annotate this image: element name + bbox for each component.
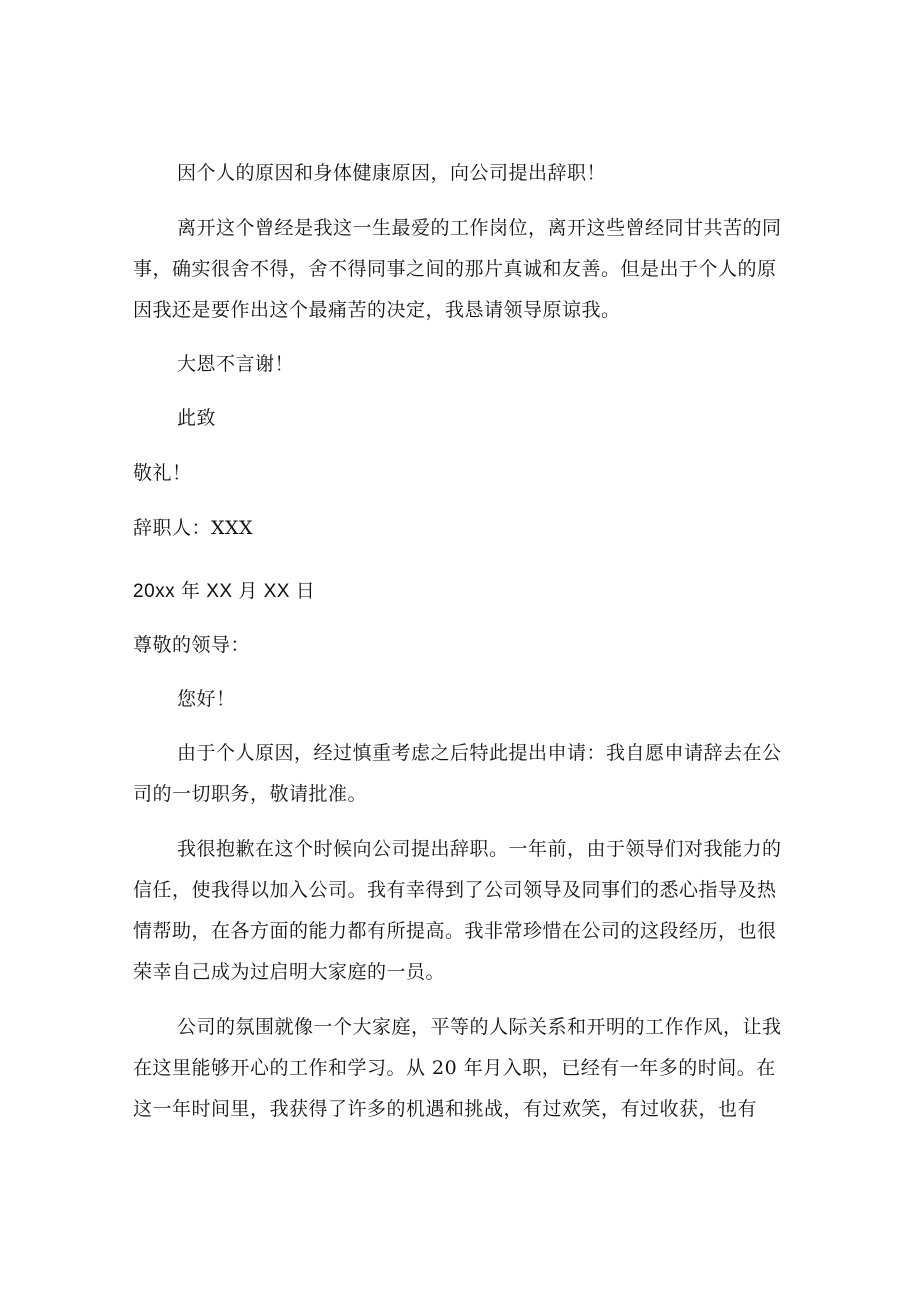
paragraph-request-line-1: 由于个人原因，经过慎重考虑之后特此提出申请：我自愿申请辞去在公: [177, 742, 782, 764]
paragraph-atmosphere-line-3: 这一年时间里，我获得了许多的机遇和挑战，有过欢笑，有过收获，也有: [133, 1098, 758, 1120]
thanks-line: 大恩不言谢！: [177, 353, 295, 375]
paragraph-apology-line-4: 荣幸自己成为过启明大家庭的一员。: [133, 961, 446, 983]
salute-line: 敬礼！: [133, 462, 192, 484]
paragraph-atmosphere-line-1: 公司的氛围就像一个大家庭，平等的人际关系和开明的工作作风，让我: [177, 1016, 782, 1038]
signer-line: 辞职人：XXX: [133, 517, 254, 539]
paragraph-atmosphere-line-2: 在这里能够开心的工作和学习。从 20 年月入职，已经有一年多的时间。在: [133, 1057, 776, 1079]
paragraph-leave-line-2: 事，确实很舍不得，舍不得同事之间的那片真诚和友善。但是出于个人的原: [133, 258, 777, 280]
paragraph-request-line-2: 司的一切职务，敬请批准。: [133, 783, 368, 805]
paragraph-leave-line-1: 离开这个曾经是我这一生最爱的工作岗位，离开这些曾经同甘共苦的同: [177, 217, 782, 239]
closing-line: 此致: [177, 407, 217, 429]
date-line: 20xx 年 XX 月 XX 日: [133, 581, 316, 602]
paragraph-apology-line-1: 我很抱歉在这个时候向公司提出辞职。一年前，由于领导们对我能力的: [177, 838, 782, 860]
paragraph-apology-line-2: 信任，使我得以加入公司。我有幸得到了公司领导及同事们的悉心指导及热: [133, 879, 777, 901]
paragraph-apology-line-3: 情帮助，在各方面的能力都有所提高。我非常珍惜在公司的这段经历，也很: [133, 920, 777, 942]
salutation-line: 尊敬的领导：: [133, 634, 251, 656]
greeting-line: 您好！: [177, 688, 236, 710]
paragraph-leave-line-3: 因我还是要作出这个最痛苦的决定，我恳请领导原谅我。: [133, 299, 621, 321]
resignation-reason: 因个人的原因和身体健康原因，向公司提出辞职！: [177, 162, 607, 184]
